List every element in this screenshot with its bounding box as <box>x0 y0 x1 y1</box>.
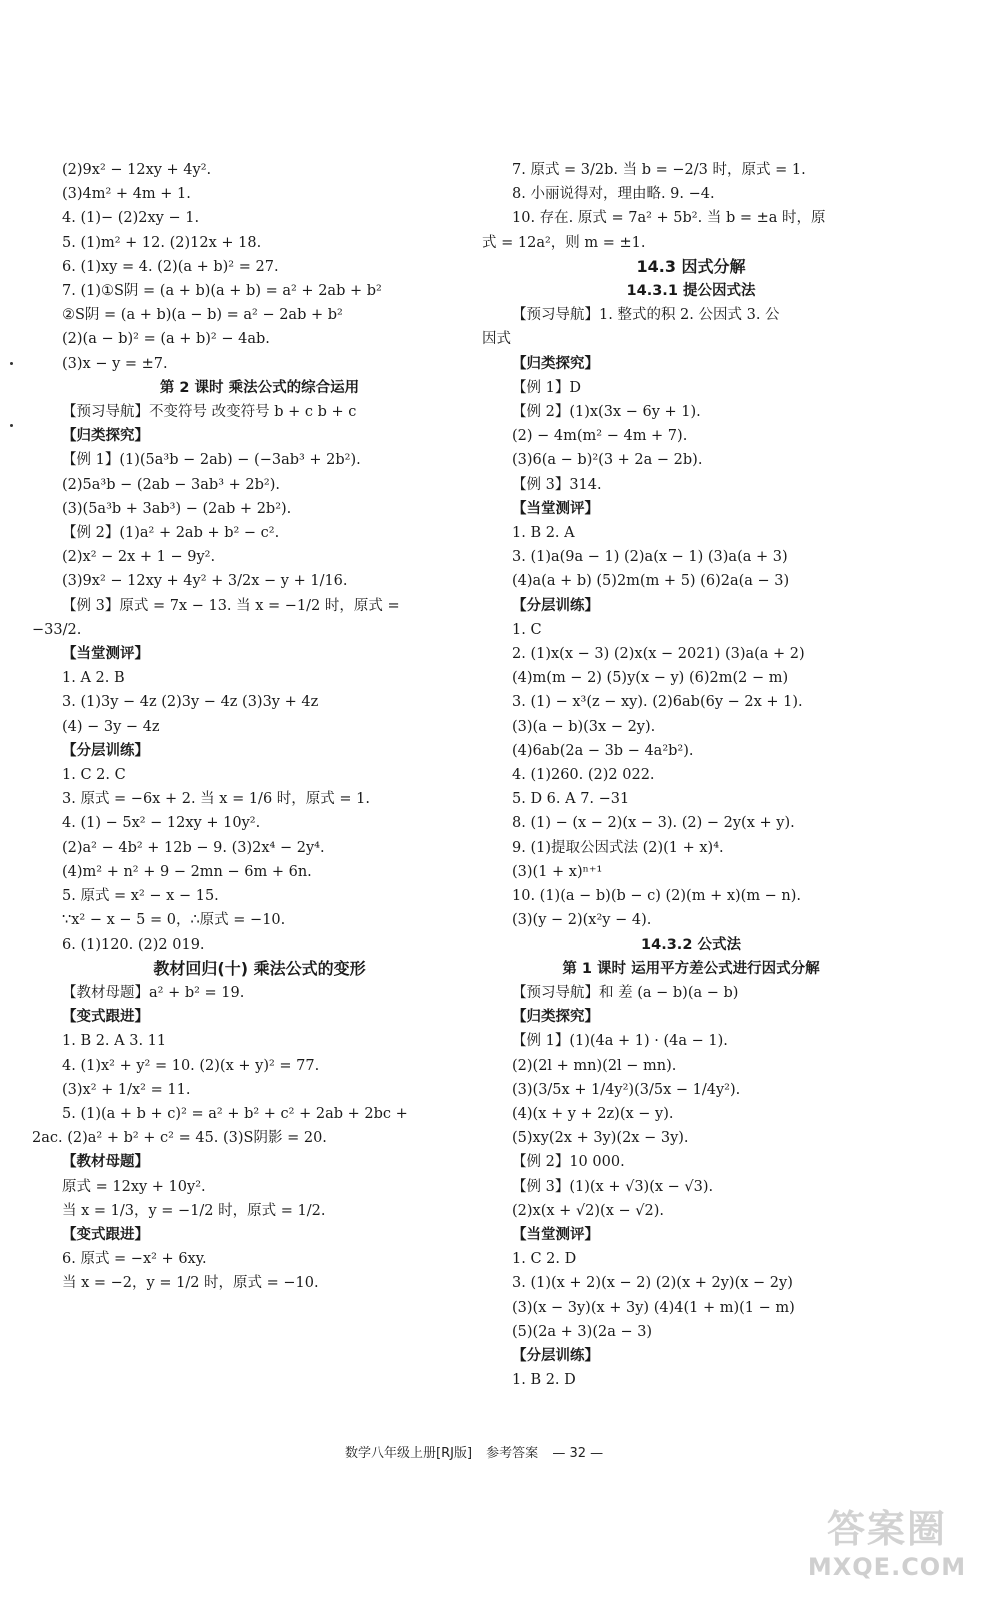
answer-line: (3)x − y = ±7. <box>62 355 168 372</box>
subsection-label: 【变式跟进】 <box>62 1226 149 1243</box>
answer-line: 1. A 2. B <box>62 670 125 687</box>
answer-line: 2ac. (2)a² + b² + c² = 45. (3)S阴影 = 20. <box>32 1130 327 1147</box>
answer-line: 【预习导航】不变符号 改变符号 b + c b + c <box>62 404 357 421</box>
answer-line: ∵x² − x − 5 = 0，∴原式 = −10. <box>62 912 286 929</box>
answer-line: (2)5a³b − (2ab − 3ab³ + 2b²). <box>62 476 280 493</box>
footer-book-title: 数学八年级上册[RJ版] <box>345 1446 473 1461</box>
answer-line: (2)x(x + √2)(x − √2). <box>512 1202 664 1219</box>
answer-line: 7. (1)①S阴 = (a + b)(a + b) = a² + 2ab + b² <box>62 283 382 300</box>
answer-line: 4. (1)− (2)2xy − 1. <box>62 210 200 227</box>
answer-line: (3)x² + 1/x² = 11. <box>62 1081 191 1098</box>
section-heading: 14.3.1 提公因式法 <box>626 283 756 300</box>
section-heading: 14.3 因式分解 <box>636 256 746 276</box>
scan-dot <box>10 362 13 365</box>
answer-line: 式 = 12a²，则 m = ±1. <box>482 234 646 251</box>
answer-line: (2)a² − 4b² + 12b − 9. (3)2x⁴ − 2y⁴. <box>62 839 325 856</box>
answer-line: 【例 3】314. <box>512 476 602 493</box>
answer-line: (3)(1 + x)ⁿ⁺¹ <box>512 863 603 880</box>
answer-line: (4) − 3y − 4z <box>62 718 160 735</box>
page-number: — 32 — <box>552 1446 604 1461</box>
answer-line: 9. (1)提取公因式法 (2)(1 + x)⁴. <box>512 839 724 856</box>
subsection-label: 【归类探究】 <box>62 428 149 445</box>
answer-line: 10. 存在. 原式 = 7a² + 5b². 当 b = ±a 时，原 <box>512 210 826 227</box>
answer-line: 3. (1) − x³(z − xy). (2)6ab(6y − 2x + 1). <box>512 694 803 711</box>
left-column <box>32 158 457 1296</box>
answer-line: (3)(a − b)(3x − 2y). <box>512 718 656 735</box>
section-heading: 教材回归(十) 乘法公式的变形 <box>153 958 366 978</box>
answer-line: 5. 原式 = x² − x − 15. <box>62 888 219 905</box>
answer-line: (4)6ab(2a − 3b − 4a²b²). <box>512 742 694 759</box>
answer-line: (2)(2l + mn)(2l − mn). <box>512 1057 677 1074</box>
answer-line: 【教材母题】a² + b² = 19. <box>62 984 245 1001</box>
answer-line: 当 x = 1/3，y = −1/2 时，原式 = 1/2. <box>62 1202 326 1219</box>
answer-line: 8. (1) − (x − 2)(x − 3). (2) − 2y(x + y). <box>512 815 795 832</box>
answer-line: 2. (1)x(x − 3) (2)x(x − 2021) (3)a(a + 2) <box>512 646 805 663</box>
answer-line: 5. (1)(a + b + c)² = a² + b² + c² + 2ab + 2bc + <box>62 1105 408 1122</box>
answer-line: (4)m(m − 2) (5)y(x − y) (6)2m(2 − m) <box>512 670 789 687</box>
subsection-label: 【分层训练】 <box>512 597 599 614</box>
subsection-label: 【教材母题】 <box>62 1154 149 1171</box>
subsection-label: 【变式跟进】 <box>62 1009 149 1026</box>
section-heading: 第 1 课时 运用平方差公式进行因式分解 <box>562 960 820 977</box>
answer-line: 1. C 2. C <box>62 767 126 784</box>
answer-line: (2) − 4m(m² − 4m + 7). <box>512 428 688 445</box>
answer-line: 3. (1)(x + 2)(x − 2) (2)(x + 2y)(x − 2y) <box>512 1275 793 1292</box>
answer-line: 【例 3】原式 = 7x − 13. 当 x = −1/2 时，原式 = <box>62 597 400 614</box>
answer-line: 3. (1)a(9a − 1) (2)a(x − 1) (3)a(a + 3) <box>512 549 788 566</box>
answer-line: ②S阴 = (a + b)(a − b) = a² − 2ab + b² <box>62 307 343 324</box>
answer-line: (3)4m² + 4m + 1. <box>62 186 191 203</box>
answer-line: (2)9x² − 12xy + 4y². <box>62 162 212 178</box>
answer-line: 【预习导航】1. 整式的积 2. 公因式 3. 公 <box>512 307 780 324</box>
answer-line: 1. B 2. D <box>512 1372 576 1389</box>
answer-line: (3)6(a − b)²(3 + 2a − 2b). <box>512 452 703 469</box>
watermark <box>802 1498 972 1584</box>
answer-line: 【例 3】(1)(x + √3)(x − √3). <box>512 1178 714 1195</box>
answer-line: (3)(3/5x + 1/4y²)(3/5x − 1/4y²). <box>512 1081 741 1098</box>
answer-line: (3)9x² − 12xy + 4y² + 3/2x − y + 1/16. <box>62 573 348 590</box>
footer-section: 参考答案 <box>486 1446 539 1461</box>
answer-line: 【预习导航】和 差 (a − b)(a − b) <box>512 984 739 1001</box>
watermark-logo: 答案圈 <box>826 1507 947 1551</box>
subsection-label: 【当堂测评】 <box>512 500 599 517</box>
answer-line: (4)m² + n² + 9 − 2mn − 6m + 6n. <box>62 863 312 880</box>
answer-line: 1. B 2. A <box>512 525 575 542</box>
answer-line: 当 x = −2，y = 1/2 时，原式 = −10. <box>62 1275 319 1292</box>
answer-line: 4. (1)x² + y² = 10. (2)(x + y)² = 77. <box>62 1057 320 1074</box>
answer-line: 【例 1】D <box>512 379 581 396</box>
answer-line: 5. D 6. A 7. −31 <box>512 791 630 808</box>
answer-line: 8. 小丽说得对，理由略. 9. −4. <box>512 186 715 203</box>
watermark-site: MXQE.COM <box>807 1553 967 1581</box>
answer-line: 原式 = 12xy + 10y². <box>62 1178 206 1195</box>
answer-line: −33/2. <box>32 621 82 638</box>
answer-line: 1. C 2. D <box>512 1251 577 1268</box>
subsection-label: 【分层训练】 <box>512 1347 599 1364</box>
answer-line: 6. (1)120. (2)2 019. <box>62 936 205 953</box>
answer-line: 【例 2】10 000. <box>512 1154 625 1171</box>
answer-line: 【例 1】(1)(5a³b − 2ab) − (−3ab³ + 2b²). <box>62 452 361 469</box>
page-footer <box>345 1442 613 1461</box>
answer-line: 1. B 2. A 3. 11 <box>62 1033 167 1050</box>
answer-line: (3)(5a³b + 3ab³) − (2ab + 2b²). <box>62 500 292 517</box>
answer-line: (5)(2a + 3)(2a − 3) <box>512 1323 653 1340</box>
answer-line: 7. 原式 = 3/2b. 当 b = −2/3 时，原式 = 1. <box>512 162 806 178</box>
section-heading: 14.3.2 公式法 <box>641 936 741 953</box>
answer-line: 5. (1)m² + 12. (2)12x + 18. <box>62 234 262 251</box>
answer-line: (3)(y − 2)(x²y − 4). <box>512 912 652 929</box>
answer-line: (4)a(a + b) (5)2m(m + 5) (6)2a(a − 3) <box>512 573 790 590</box>
subsection-label: 【当堂测评】 <box>62 646 149 663</box>
subsection-label: 【归类探究】 <box>512 1009 599 1026</box>
section-heading: 第 2 课时 乘法公式的综合运用 <box>159 379 360 396</box>
answer-line: 3. 原式 = −6x + 2. 当 x = 1/6 时，原式 = 1. <box>62 791 370 808</box>
answer-line: 6. 原式 = −x² + 6xy. <box>62 1251 207 1268</box>
answer-line: 【例 2】(1)x(3x − 6y + 1). <box>512 404 701 421</box>
answer-line: 4. (1) − 5x² − 12xy + 10y². <box>62 815 261 832</box>
answer-line: 10. (1)(a − b)(b − c) (2)(m + x)(m − n). <box>512 888 802 905</box>
scan-dot <box>10 424 13 427</box>
subsection-label: 【分层训练】 <box>62 742 149 759</box>
answer-line: (2)(a − b)² = (a + b)² − 4ab. <box>62 331 270 348</box>
answer-line: (3)(x − 3y)(x + 3y) (4)4(1 + m)(1 − m) <box>512 1299 795 1316</box>
answer-line: 因式 <box>482 331 511 348</box>
answer-line: 【例 1】(1)(4a + 1) · (4a − 1). <box>512 1033 728 1050</box>
answer-line: 【例 2】(1)a² + 2ab + b² − c². <box>62 525 280 542</box>
answer-line: 3. (1)3y − 4z (2)3y − 4z (3)3y + 4z <box>62 694 319 711</box>
answer-line: 4. (1)260. (2)2 022. <box>512 767 655 784</box>
answer-line: (4)(x + y + 2z)(x − y). <box>512 1105 674 1122</box>
answer-line: (5)xy(2x + 3y)(2x − 3y). <box>512 1130 689 1147</box>
answer-line: (2)x² − 2x + 1 − 9y². <box>62 549 216 566</box>
subsection-label: 【归类探究】 <box>512 355 599 372</box>
answer-line: 6. (1)xy = 4. (2)(a + b)² = 27. <box>62 258 279 275</box>
answer-line: 1. C <box>512 621 542 638</box>
subsection-label: 【当堂测评】 <box>512 1226 599 1243</box>
right-column <box>482 158 870 1392</box>
